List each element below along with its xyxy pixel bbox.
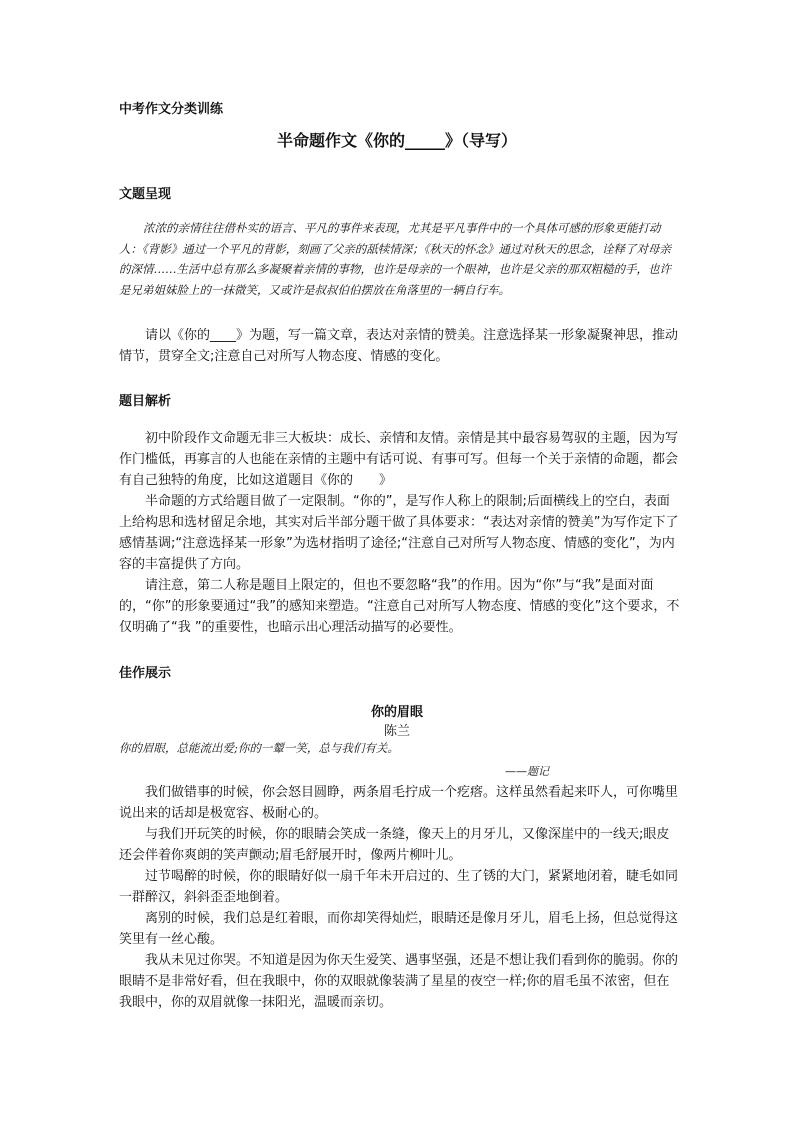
prompt-paragraph <box>119 218 681 300</box>
section-heading-showcase: 佳作展示 <box>119 666 172 681</box>
essay-author: 陈兰 <box>383 724 410 739</box>
analysis-paragraph: 初中阶段作文命题无非三大板块：成长、亲情和友情。亲情是其中最容易驾驭的主题，因为写作门槛低，再寡言的人也能在亲情的主题中有话可说、有事可写。但每一个关于亲情的命题，都会有自己独特的角度，比如这道题目《你的 》 <box>119 431 679 488</box>
page-title: 半命题作文《你的_____》（导写） <box>276 131 517 150</box>
analysis-paragraph: 请注意，第二人称是题目上限定的，但也不要忽略“我”的作用。因为“你”与“我”是面对面的，“你”的形象要通过“我”的感知来塑造。“注意自己对所写人物态度、情感的变化”这个要求，不仅明确了“我 ”的重要性，也暗示出心理活动描写的必要性。 <box>119 578 680 635</box>
series-label: 中考作文分类训练 <box>119 102 224 117</box>
essay-epigraph: 你的眉眼，总能流出爱;你的一颦一笑，总与我们有关。 <box>119 741 399 755</box>
essay-title: 你的眉眼 <box>370 705 423 720</box>
analysis-paragraph: 半命题的方式给题目做了一定限制。“你的”，是写作人称上的限制;后面横线上的空白，表面上给构思和选材留足余地，其实对后半部分题干做了具体要求：“表达对亲情的赞美”为写作定下了感情基调;“注意选择某一形象”为选材指明了途径;“注意自己对所写人物态度、情感的变化”，为内容的丰富提供了方向。 <box>119 494 679 572</box>
essay-paragraph: 离别的时候，我们总是红着眼，而你却笑得灿烂，眼睛还是像月牙儿，眉毛上扬，但总觉得这笑里有一丝心酸。 <box>119 911 679 947</box>
section-heading-presentation: 文题呈现 <box>119 187 172 202</box>
analysis-block <box>119 428 681 638</box>
essay-paragraph: 我从未见过你哭。不知道是因为你天生爱笑、遇事坚强，还是不想让我们看到你的脆弱。你的眼睛不是非常好看，但在我眼中，你的双眼就像装满了星星的夜空一样;你的眉毛虽不浓密，但在我眼中，你的双眉就像一抹阳光，温暖而亲切。 <box>119 953 679 1010</box>
instruction-text: 请以《你的____》为题，写一篇文章，表达对亲情的赞美。注意选择某一形象凝聚神思，推动情节，贯穿全文;注意自己对所写人物态度、情感的变化。 <box>119 328 679 364</box>
instruction-paragraph <box>119 325 681 367</box>
essay-paragraph: 我们做错事的时候，你会怒目圆睁，两条眉毛拧成一个疙瘩。这样虽然看起来吓人，可你嘴里说出来的话却是极宽容、极耐心的。 <box>119 785 679 821</box>
essay-body <box>119 782 681 1013</box>
essay-paragraph: 过节喝醉的时候，你的眼睛好似一扇千年未开启过的、生了锈的大门，紧紧地闭着，睫毛如同一群醉汉，斜斜歪歪地倒着。 <box>119 869 679 905</box>
epigraph-signature: ——题记 <box>505 765 549 778</box>
essay-paragraph: 与我们开玩笑的时候，你的眼睛会笑成一条缝，像天上的月牙儿，又像深崖中的一线天;眼皮还会伴着你爽朗的笑声颤动;眉毛舒展开时，像两片柳叶儿。 <box>119 827 670 863</box>
prompt-text: 浓浓的亲情往往借朴实的语言、平凡的事件来表现，尤其是平凡事件中的一个具体可感的形象更能打动人：《背影》通过一个平凡的背影，刻画了父亲的舐犊情深；《秋天的怀念》通过对秋天的思念，诠释了对母亲的深情……生活中总有那么多凝聚着亲情的事物，也许是母亲的一个眼神，也许是父亲的那双粗糙的手，也许是兄弟姐妹脸上的一抹微笑，又或许是叔叔伯伯摆放在角落里的一辆自行车。 <box>119 221 671 297</box>
section-heading-analysis: 题目解析 <box>119 394 172 409</box>
